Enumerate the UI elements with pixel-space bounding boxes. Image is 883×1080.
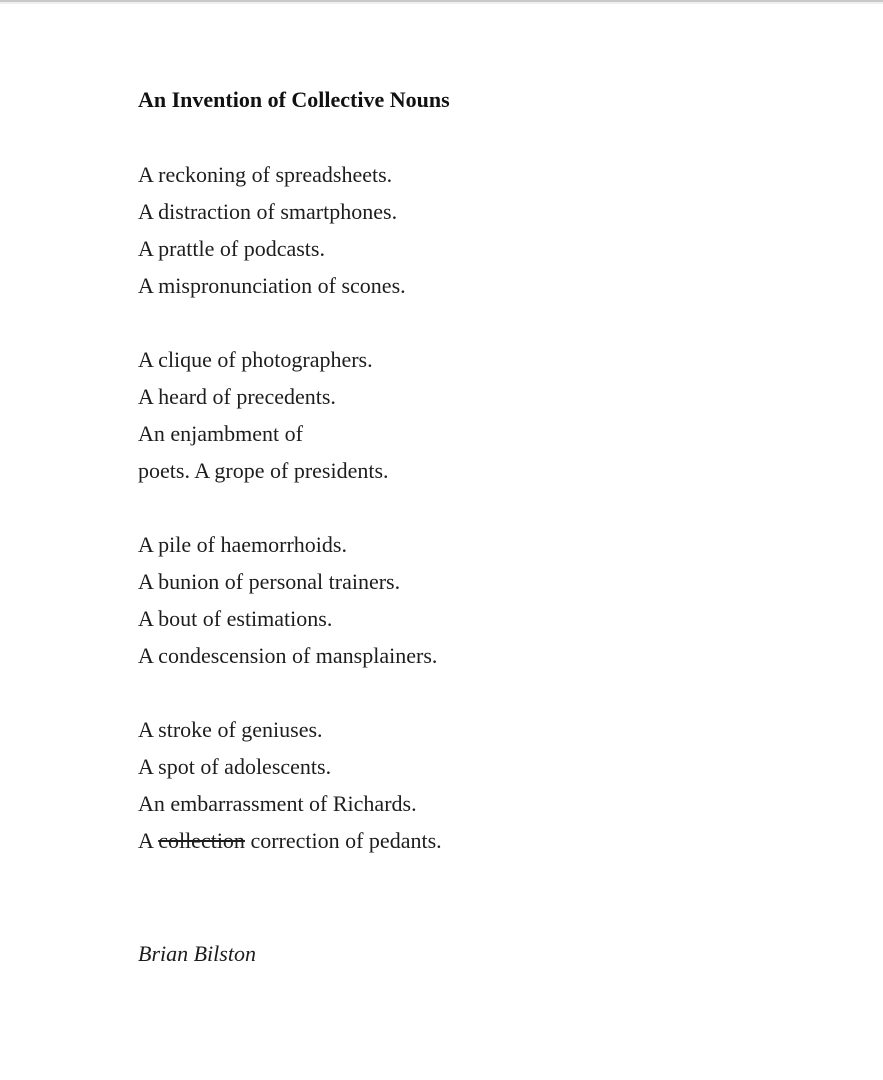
stanza <box>138 341 843 489</box>
poem-line: poets. A grope of presidents. <box>138 458 389 483</box>
poem-line: A prattle of podcasts. <box>138 236 325 261</box>
poem-line <box>138 822 843 859</box>
poem-line: A distraction of smartphones. <box>138 199 398 224</box>
poem-line: A mispronunciation of scones. <box>138 273 406 298</box>
poem-line: A clique of photographers. <box>138 347 373 372</box>
poem-line: An enjambment of <box>138 421 303 446</box>
poem-line: A bout of estimations. <box>138 606 333 631</box>
struck-word: collection <box>158 828 245 853</box>
poem-line: A heard of precedents. <box>138 384 336 409</box>
poem-line: An embarrassment of Richards. <box>138 791 417 816</box>
poem-line: A bunion of personal trainers. <box>138 569 401 594</box>
line-segment: correction of pedants. <box>244 828 442 853</box>
poem-line: A condescension of mansplainers. <box>138 643 438 668</box>
poem-line: A spot of adolescents. <box>138 754 332 779</box>
stanza <box>138 526 843 674</box>
poem-title: An Invention of Collective Nouns <box>138 87 450 112</box>
poem-page <box>0 4 883 972</box>
poem-body <box>138 156 843 859</box>
stanza <box>138 711 843 859</box>
poem-line: A stroke of geniuses. <box>138 717 323 742</box>
line-segment: A <box>138 828 159 853</box>
poem-author: Brian Bilston <box>138 941 256 966</box>
poem-line: A pile of haemorrhoids. <box>138 532 347 557</box>
stanza <box>138 156 843 304</box>
poem-line: A reckoning of spreadsheets. <box>138 162 393 187</box>
